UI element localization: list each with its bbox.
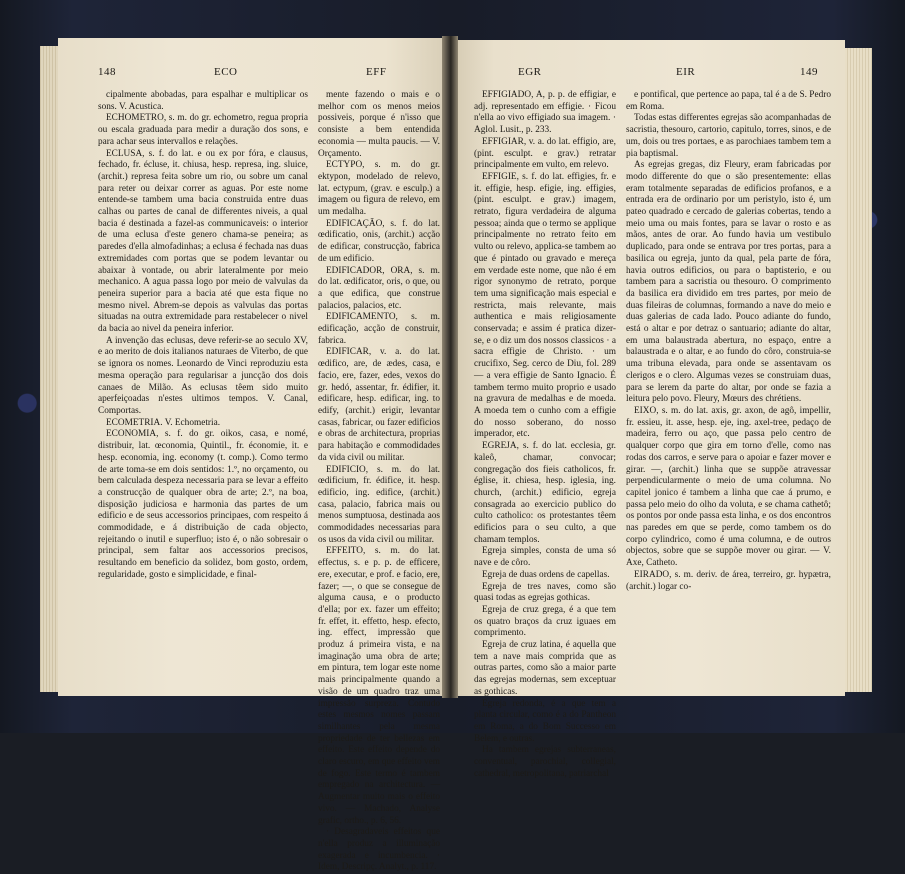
left-running-head-1: ECO: [214, 66, 238, 78]
entry-paragraph: Egreja de cruz latina, é aquella que tem a nave mais comprida que as outras partes, como são a maior parte das egrejas modernas, sem exceptuar as gothicas.: [474, 640, 616, 697]
entry-paragraph: ECLUSA, s. f. do lat. e ou ex por fóra, e clausus, fechado, fr. écluse, it. chiusa, hesp. represa, ing. sluice, (archit.) represa feita sobre um rio, ou sobre um canal para reter ou deixar correr as aguas. Por este nome entende-se tambem uma bacia construida entre duas calhas ou partes de canal de differentes niveis, a qual bacia é destinada a fazel-as communicaveis: o interior de uma eclusa d'este genero chama-se peneira; as paredes d'ella almofadinhas; a eclusa é fechada nas duas extremidades com portas que se podem levantar ou abaixar à vontade, ou abrir lateralmente por meio mechanico. A agua passa logo por meio de valvulas da peneira superior para a bacia até que esta fique no mesmo nivel. Abrem-se depois as valvulas das portas situadas na outra extremidade para restabelecer o nivel da bacia ao nivel da peneira inferior.: [98, 148, 308, 335]
entry-paragraph: e pontifical, que pertence ao papa, tal é a de S. Pedro em Roma.: [626, 90, 831, 112]
entry-paragraph: EGREJA, s. f. do lat. ecclesia, gr. kaleô, chamar, convocar; congregação dos fieis catholicos, fr. église, it. chiesa, hesp. iglesia, ing. church, (archit.) edificio, egreja consagrada ao exercicio publico do culto catholico: os protestantes têem edificios para o seu culto, a que chamam templos.: [474, 441, 616, 545]
book-gutter: [442, 36, 458, 698]
entry-paragraph: EDIFICAR, v. a. do lat. œdifico, are, de ædes, casa, e facio, ere, fazer, edes, vexos do gr. hedó, assentar, fr. édifier, it. edificare, hesp. edificar, ing. to edify, (archit.) erigir, levantar casas, fabricar, ou fazer edificios e obras de architectura, proprias para habitação e commodidades da vida civil ou militar.: [318, 347, 440, 463]
entry-paragraph: Ha tambem egrejas subterraneas, conventual, parochial, collegial, cathedral, metropolitana, patriarchal: [474, 745, 616, 779]
right-column-2: [626, 90, 831, 680]
entry-paragraph: Egreja simples, consta de uma só nave e de côro.: [474, 546, 616, 569]
entry-paragraph: EDIFICAMENTO, s. m. edificação, acção de construir, fabrica.: [318, 312, 440, 346]
right-column-1: [474, 90, 616, 779]
entry-paragraph: Egreja de tres naves, como são quasi todas as egrejas gothicas.: [474, 581, 616, 604]
entry-paragraph: Todas estas differentes egrejas são acompanhadas de sacristia, thesouro, cartorio, capitulo, torres, sinos, e de um, dois ou tres portaes, e as parochiaes tambem tem a pia baptismal.: [626, 113, 831, 159]
entry-paragraph: Egreja de duas ordens de capellas.: [482, 569, 610, 580]
entry-paragraph: ECONOMIA, s. f. do gr. oikos, casa, e nomé, distribuir, lat. œconomia, Quintil., fr. économie, it. e hesp. economia, ing. economy (t. comp.). Como termo de arte toma-se em dois sentidos: 1.º, no orçamento, ou bem calculada despeza necessaria para se levar a effeito a construcção de qualquer obra de arte; 2.º, na boa, disposição judiciosa e harmonia das partes de um edificio e de seus accessorios principaes, com respeito á commodidade, e á distribuição de cada objecto, rejeitando o inutil e superfluo; isto é, o não sobresair o principal, sem faltar aos accessorios precisos, resultando em beneficio da solidez, bom gosto, ordem, regularidade, gosto e simplicidade, e final-: [98, 429, 308, 580]
entry-paragraph: ECTYPO, s. m. do gr. ektypon, modelado de relevo, lat. ectypum, (grav. e esculp.) a imagem ou figura de relevo, em um medalha.: [318, 160, 440, 218]
entry-paragraph: EDIFICADOR, ORA, s. m. do lat. œdificator, oris, o que, ou a que edifica, que construe palacios, palacios, etc.: [318, 265, 440, 311]
entry-paragraph: cipalmente abobadas, para espalhar e multiplicar os sons. V. Acustica.: [98, 90, 308, 112]
entry-paragraph: Egreja redonda, é a que tem a planta circular, como é a do Pantheon em Roma, a do Bom Successo em Belem, e outras.: [474, 698, 616, 744]
entry-paragraph: EIXO, s. m. do lat. axis, gr. axon, de agô, impellir, fr. essieu, it. asse, hesp. eje, ing. axel-tree, pedaço de madeira, ferro ou aço, que passa pelo centro de qualquer corpo que gira em torno d'elle, como nas rodas dos carros, e serve para o apoiar e fazer mover e girar. —, (archit.) linha que se suppõe atravessar perpendicularmente o meio de uma columna. No capitel jonico é tambem a linha que cae á prumo, e passa pelo meio do olho da voluta, e se chama cathetô; os pontos por onde passa esta linha, e os dos encontros nas paredes em que se perde, como tambem os do corpo cylindrico, como é uma columna, e de outros objectos, sobre que se suppõe mover ou girar. — V. Axe, Catheto.: [626, 405, 831, 569]
entry-paragraph: A invenção das eclusas, deve referir-se ao seculo XV, e ao merito de dois italianos naturaes de Viterbo, de que se ignora os nomes. Leonardo de Vinci reproduziu esta mesma operação para regularisar a juncção dos dois canaes de Milão. As eclusas têem sido muito aperfeiçoadas n'estes ultimos tempos. V. Canal, Comportas.: [98, 335, 308, 416]
entry-paragraph: mente fazendo o mais e o melhor com os menos meios possiveis, porque é n'isso que consiste a bem entendida economia — multa paucis. — V. Orçamento.: [318, 90, 440, 159]
entry-paragraph: EFFIGIADO, A, p. p. de effigiar, e adj. representado em effigie. · Ficou n'ella ao vivo effigiado sua imagem. · Aglol. Lusit., p. 233.: [474, 90, 616, 136]
entry-paragraph: EDIFICIO, s. m. do lat. œdificium, fr. édifice, it. hesp. edificio, ing. edifice, (archit.) casa, palacio, fabrica mais ou menos sumptuosa, destinada aos commodidades necessarias para os usos da vida civil ou militar.: [318, 464, 440, 545]
right-page-number: 149: [800, 66, 818, 78]
entry-paragraph: EDIFICAÇÃO, s. f. do lat. œdificatio, onis, (archit.) acção de edificar, construcção, fabrica de um edificio.: [318, 218, 440, 264]
right-running-head-1: EGR: [518, 66, 542, 78]
entry-paragraph: · Desagradaveis effeitos que n'ella produz a illuminação exagerada e incumbencia. · Idem, Descripç. Analyt., p. 117.: [318, 827, 440, 873]
left-running-head-2: EFF: [366, 66, 387, 78]
entry-paragraph: EIRADO, s. m. deriv. de área, terreiro, gr. hypætra, (archit.) logar co-: [626, 569, 831, 592]
entry-paragraph: ECHOMETRO, s. m. do gr. echometro, regua propria ou escala graduada para medir a duração dos sons, e para achar seus intervallos e relações.: [98, 113, 308, 147]
entry-paragraph: Egreja de cruz grega, é a que tem os quatro braços da cruz iguaes em comprimento.: [474, 604, 616, 639]
left-column-1: [98, 90, 308, 680]
right-running-head-2: EIR: [676, 66, 696, 78]
entry-paragraph: EFFEITO, s. m. do lat. effectus, s. e p. p. de efficere, ere, executar, e prof. e facio, ere, fazer; —, o que se consegue de alguma causa, e o producto d'ella; por ex. fazer um effeito; fr. effet, it. effetto, hesp. efecto, ing. effect, impressão que produz á primeira vista, e na imaginação uma obra de arte; em pintura, tem logar este nome mais principalmente quando a visão de um quadro traz uma impressão surpreza. Contudo estes mesmos nomes passam similhantes pela mesma propriedade de ter bellezas em effeito. Este effeito depende do claro escuro, em que effeito vem de fogo. Este termo é tambem empregado na architectura. — Augmentar muito mais o effeito vivo. — Machado, Analyse grafic, ortho., p. 6, 56.: [318, 546, 440, 826]
entry-paragraph: ECOMETRIA. V. Echometria.: [106, 417, 221, 428]
entry-paragraph: EFFIGIE, s. f. do lat. effigies, fr. e it. effigie, hesp. efigie, ing. effigies, (pint. esculpt. e grav.) imagem, retrato, figura verdadeira de alguma pessoa; ainda que o termo se applique principalmente no retrato feito em vulto ou relevo, applica-se tambem ao que é pintado ou gravado e mereça em verdade este nome, que não é em rigor synonymo de retrato, porque tem uma significação mais especial e restricta, mais relevante, mais authentica e mais religiosamente conservada; e assim é pratica dizer-se, e o diz um dos nossos classicos · a sacra effigie de Christo. · um crucifixo, Seg. cerco de Diu, fol. 289 — a vera effigie de Santo Ignacio. É tambem termo muito proprio e usado na gravura de medalhas e de moeda. A moeda tem o cunho com a effigie do nosso soberano, do nosso imperador, etc.: [474, 171, 616, 440]
entry-paragraph: As egrejas gregas, diz Fleury, eram fabricadas por modo differente do que o são presentemente: ellas eram totalmente separadas de edificios profanos, e a entrada era de ordinario por um peristylo, isto é, um pateo quadrado e cercado de galerias cobertas, tendo a meio uma ou mais fontes, para se lavar o rosto e as mãos, antes de orar. Ao fundo havia um vestibulo duplicado, para onde se entrava por tres portas, para a basilica ou egreja, junto da qual, pela parte de fóra, havia outros edificios, ou para o baptisterio, e ou tambem para a sacristia ou thesouro. O comprimento da basilica era dividido em tres partes, por meio de duas fileiras de columnas, formando a nave do meio e duas galerias de cada lado. Pouco adiante do fundo, está o altar e por detraz o santuario; adiante do altar, em uma balaustrada abertura, no espaço, entre a balaustrada e o altar, e ao fundo do côro, construia-se uma tribuna elevada, para onde se assentavam os clerigos e o clero. Algumas vezes se construiam duas, para se lerem da parte do altar, por onde se fazia a leitura pelo povo. Fleury, Mœurs des chrétiens.: [626, 160, 831, 405]
entry-paragraph: EFFIGIAR, v. a. do lat. effigio, are, (pint. esculpt. e grav.) retratar principalmente em vulto, em relevo.: [474, 136, 616, 171]
left-column-2: [318, 90, 440, 873]
left-page-number: 148: [98, 66, 116, 78]
